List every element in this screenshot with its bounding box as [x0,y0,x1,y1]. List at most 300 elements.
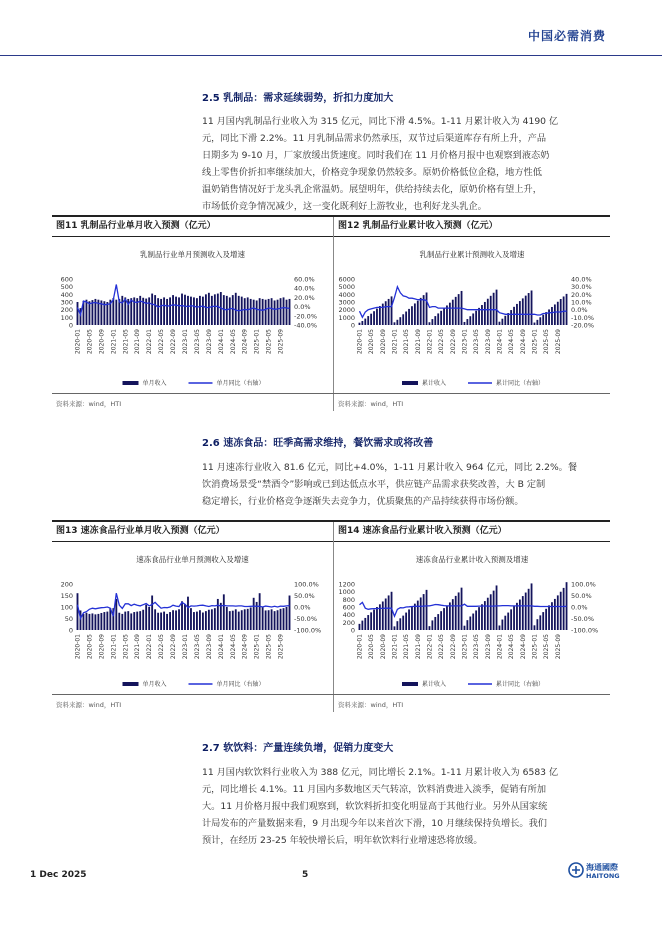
figure-row-dairy [52,215,610,411]
bar [283,608,285,630]
bar [250,299,252,325]
section-body-softdrink [202,764,614,849]
bar [205,294,207,325]
bar [531,583,533,630]
bar [496,290,498,325]
x-tick-label: 2024-09 [241,634,249,660]
x-tick-label: 2024-09 [241,329,249,355]
bar [557,302,559,325]
bar [466,319,468,325]
bar [501,319,503,325]
chart-svg [52,237,333,393]
y-tick-label: 1200 [338,580,355,589]
yoy-line [360,602,567,616]
x-tick-label: 2022-09 [170,329,178,355]
bar [396,621,398,630]
legend-label: 单月同比（右轴） [216,681,265,688]
bar [112,298,114,325]
bar [408,309,410,325]
bar [187,597,189,630]
bar [265,300,267,325]
bar [289,596,291,631]
y2-tick-label: 0.0% [294,603,311,612]
bar [280,609,282,630]
bar [458,294,460,325]
x-tick-label: 2024-05 [229,634,237,660]
bar [434,316,436,325]
bar [160,299,162,325]
bar [232,295,234,325]
bar [417,601,419,630]
chart-svg [52,542,333,694]
y2-tick-label: 100.0% [571,580,596,589]
bar [513,606,515,630]
body-line: 11 月国内乳制品行业收入为 315 亿元，同比下滑 4.5%。1-11 月累计收入为 4190 亿 [202,116,559,127]
bar [268,610,270,630]
bar [148,607,150,630]
bar [274,300,276,325]
bar [181,294,183,325]
bar [522,596,524,630]
bar [166,614,168,630]
bar [151,596,153,631]
chart-title: 速冻食品行业单月预测收入及增速 [136,555,249,564]
x-tick-label: 2021-09 [414,634,422,660]
x-tick-label: 2022-05 [438,634,446,660]
bar [106,612,108,630]
bar [229,611,231,630]
bar [223,594,225,630]
y-tick-label: 1000 [338,313,355,322]
x-tick-label: 2024-05 [229,329,237,355]
bar [184,604,186,630]
bar [534,323,536,325]
x-tick-label: 2025-01 [531,634,539,660]
bar [280,298,282,325]
legend-label: 累计同比（右轴） [496,380,545,387]
bar [172,295,174,325]
bar [91,613,93,630]
x-tick-label: 2020-09 [379,329,387,355]
bar [157,613,159,630]
bar [115,300,117,325]
bar [434,617,436,630]
bar [405,312,407,325]
bar [548,605,550,630]
x-tick-label: 2022-01 [426,329,434,355]
bar [283,297,285,325]
bar [364,618,366,630]
x-tick-label: 2025-01 [253,634,261,660]
section-title-frozen: 2.6 速冻食品：旺季高需求维持，餐饮需求或将改善 [202,438,434,449]
bar [510,310,512,325]
y-tick-label: 500 [60,283,73,292]
bar [139,611,141,630]
bar [388,299,390,325]
chart-svg [334,542,610,694]
chart-container [52,237,333,393]
bar [244,609,246,630]
bar [124,612,126,630]
x-tick-label: 2020-09 [379,634,387,660]
x-tick-label: 2025-09 [277,329,285,355]
legend-swatch-bar [123,682,139,686]
bar [217,599,219,630]
y2-tick-label: 30.0% [571,283,592,292]
x-tick-label: 2025-09 [554,634,562,660]
bar [455,297,457,325]
haitong-logo [568,860,638,884]
bar [265,610,267,630]
section-title-softdrink: 2.7 软饮料：产量连续负增，促销力度变大 [202,743,394,754]
bar [103,612,105,630]
legend-label: 单月同比（右轴） [216,380,265,387]
legend-label: 累计收入 [422,380,447,387]
x-tick-label: 2020-05 [86,634,94,660]
legend-swatch-bar [123,381,139,385]
body-line: 线上零售价折扣率继续加大，价格竞争现象仍然较多。原奶价格低位企稳，地方性低 [202,167,542,178]
bar [472,313,474,325]
x-tick-label: 2022-09 [449,329,457,355]
y2-tick-label: -40.0% [294,321,317,330]
y2-tick-label: 100.0% [294,580,319,589]
bar [86,613,88,630]
y2-tick-label: -100.0% [294,626,322,635]
bar [466,620,468,630]
bar [145,605,147,630]
bar [241,610,243,630]
y-tick-label: 600 [60,275,73,284]
x-tick-label: 2025-05 [543,634,551,660]
bar [539,615,541,630]
x-tick-label: 2021-05 [122,634,130,660]
bar [115,599,117,630]
x-tick-label: 2022-05 [158,329,166,355]
bar [235,609,237,630]
bar [271,298,273,325]
bar [235,293,237,325]
y-tick-label: 0 [350,321,355,330]
logo-text-cn: 海通國際 [586,863,618,872]
bar [510,609,512,630]
bar [545,609,547,630]
bar [89,301,91,325]
bar [402,314,404,325]
bar [437,614,439,630]
bar [370,612,372,630]
bar [193,612,195,630]
body-line: 日期多为 9-10 月，厂家放缓出货速度。同时我们在 11 月价格月报中也观察到液态奶 [202,150,550,161]
x-tick-label: 2024-05 [508,329,516,355]
y-tick-label: 300 [60,298,73,307]
x-tick-label: 2025-05 [265,329,273,355]
bar [513,307,515,325]
bar [443,308,445,325]
bar [446,605,448,630]
bar [121,296,123,325]
y-tick-label: 50 [64,615,73,623]
figure-12 [334,217,610,411]
x-tick-label: 2020-01 [356,634,364,660]
header-rule [0,55,662,56]
chart-title: 乳制品行业单月预测收入及增速 [140,250,245,259]
bar [475,610,477,630]
x-tick-label: 2021-01 [391,329,399,355]
bar [531,291,533,326]
bar [289,299,291,325]
x-tick-label: 2023-09 [484,634,492,660]
bar [376,309,378,325]
y-tick-label: 5000 [338,283,355,292]
y-tick-label: 4000 [338,290,355,299]
bar [490,594,492,630]
figure-source: 资料来源：wind，HTI [56,400,122,408]
y-tick-label: 200 [60,306,73,315]
bar [478,308,480,325]
x-tick-label: 2021-05 [403,634,411,660]
figure-source: 资料来源：wind，HTI [338,701,404,709]
bar [169,612,171,630]
bar [359,323,361,325]
y-tick-label: 2000 [338,306,355,315]
bar [478,607,480,630]
bar [83,614,85,630]
bar [277,300,279,325]
bar [187,296,189,325]
bar [399,618,401,630]
bar [274,611,276,630]
bar [142,610,144,630]
x-tick-label: 2021-01 [391,634,399,660]
bar [411,306,413,325]
bar [411,607,413,630]
x-tick-label: 2022-09 [170,634,178,660]
bar [475,311,477,325]
bar [217,294,219,325]
bar [77,593,79,630]
bar [163,612,165,630]
y2-tick-label: 0.0% [571,306,588,315]
y2-tick-label: -100.0% [571,626,599,635]
bar [202,297,204,325]
yoy-line [78,285,290,315]
bar [151,294,153,325]
x-tick-label: 2024-05 [508,634,516,660]
bar [464,322,466,325]
x-tick-label: 2023-05 [193,634,201,660]
figure-13 [52,522,334,712]
x-tick-label: 2023-01 [181,329,189,355]
y-tick-label: 600 [342,603,355,612]
bar [199,610,201,630]
bar [493,591,495,630]
bar [184,295,186,325]
y2-tick-label: 60.0% [294,275,315,284]
figure-label: 图14 速冻食品行业累计收入预测（亿元） [334,522,610,542]
bar [440,311,442,325]
bar [205,611,207,630]
x-tick-label: 2022-01 [426,634,434,660]
y2-tick-label: 50.0% [294,592,315,600]
bar [464,626,466,630]
bar [211,296,213,325]
bar [472,614,474,630]
bar [437,313,439,325]
bar [455,596,457,630]
y-tick-label: 100 [60,603,73,612]
bar [91,300,93,325]
bar [382,601,384,630]
y2-tick-label: -50.0% [294,615,317,623]
legend-swatch-bar [402,682,418,686]
legend-swatch-bar [402,381,418,385]
bar [154,609,156,630]
body-line: 市场低价竞争情况减少，这一变化既利好上游牧业，也利好龙头乳企。 [202,201,487,212]
bar [528,293,530,325]
x-tick-label: 2020-05 [368,634,376,660]
y2-tick-label: -20.0% [571,321,594,330]
figure-row-frozen [52,520,610,712]
x-tick-label: 2024-01 [496,329,504,355]
bar [139,296,141,325]
y-tick-label: 0 [68,626,73,635]
x-tick-label: 2021-05 [403,329,411,355]
section-body-frozen [202,459,614,510]
bar [504,316,506,325]
bar [373,311,375,325]
bar [193,297,195,325]
x-tick-label: 2020-05 [86,329,94,355]
bar [262,607,264,630]
bar [271,609,273,630]
y2-tick-label: -20.0% [294,312,317,321]
x-tick-label: 2021-01 [110,634,118,660]
bar [253,598,255,630]
y2-tick-label: 10.0% [571,298,592,307]
bar [214,608,216,630]
x-tick-label: 2024-01 [496,634,504,660]
bar [461,588,463,630]
chart-title: 速冻食品行业累计收入预测及增速 [415,555,529,564]
bar [160,613,162,630]
y2-tick-label: 40.0% [294,284,315,293]
bar [226,607,228,630]
bar [373,610,375,630]
x-tick-label: 2022-09 [449,634,457,660]
x-tick-label: 2023-01 [181,634,189,660]
bar [259,593,261,630]
yoy-line [360,287,567,318]
bar [130,298,132,325]
bar [484,302,486,325]
bar [420,298,422,325]
bar [539,317,541,325]
bar [277,610,279,630]
x-tick-label: 2023-01 [461,634,469,660]
legend-label: 累计同比（右轴） [496,681,545,688]
body-line: 温奶销售情况好于龙头乳企常温奶。展望明年，供给持续去化，原奶价格有望上升， [202,184,542,195]
bar [522,298,524,325]
bar [385,598,387,630]
chart-container [334,237,610,393]
bar [199,296,201,325]
x-tick-label: 2020-09 [98,329,106,355]
figure-14 [334,522,610,712]
bar [175,297,177,325]
x-tick-label: 2025-05 [543,329,551,355]
bar [175,610,177,630]
bar [94,614,96,630]
figure-source: 资料来源：wind，HTI [338,400,404,408]
bar [385,301,387,325]
bar [536,619,538,630]
bar [507,613,509,630]
bar [259,298,261,325]
figure-divider [52,694,610,695]
y-tick-label: 800 [342,595,355,604]
bar [133,612,135,630]
x-tick-label: 2020-05 [368,329,376,355]
bar [359,624,361,630]
chart-svg [334,237,610,393]
bar [402,616,404,630]
bar [528,589,530,630]
bar [190,297,192,325]
bar [399,317,401,325]
bar [496,585,498,630]
bar [124,297,126,325]
x-tick-label: 2025-01 [253,329,261,355]
bar [499,322,501,325]
bar [121,614,123,630]
bar [250,607,252,630]
bar [190,608,192,630]
bar [504,616,506,630]
x-tick-label: 2020-09 [98,634,106,660]
bar [414,303,416,325]
bar [361,321,363,325]
x-tick-label: 2020-01 [356,329,364,355]
bar [77,302,79,325]
figure-label: 图11 乳制品行业单月收入预测（亿元） [52,217,333,237]
y-tick-label: 3000 [338,298,355,307]
bar [417,301,419,325]
bar [208,610,210,630]
bar [487,299,489,325]
bar [563,588,565,630]
body-line: 饮消费场景受“禁酒令”影响或已到达低点水平，供应链产品需求获奖改善，大 B 定制 [202,479,546,490]
bar [130,613,132,630]
bar [178,609,180,630]
bar [97,614,99,630]
logo-text-en: HAITONG [586,872,620,880]
bar [554,599,556,630]
bar [426,292,428,325]
x-tick-label: 2024-01 [217,634,225,660]
bar [181,601,183,630]
figure-divider [52,393,610,394]
bar [423,594,425,630]
bar [469,316,471,325]
bar [501,620,503,630]
x-tick-label: 2020-01 [74,329,82,355]
bar [566,294,568,325]
footer-date: 1 Dec 2025 [30,870,87,880]
bar [490,296,492,325]
bar [560,592,562,630]
bar [481,305,483,325]
body-line: 预计，在经历 23-25 年较快增长后，明年软饮料行业增速恐将放缓。 [202,835,483,846]
